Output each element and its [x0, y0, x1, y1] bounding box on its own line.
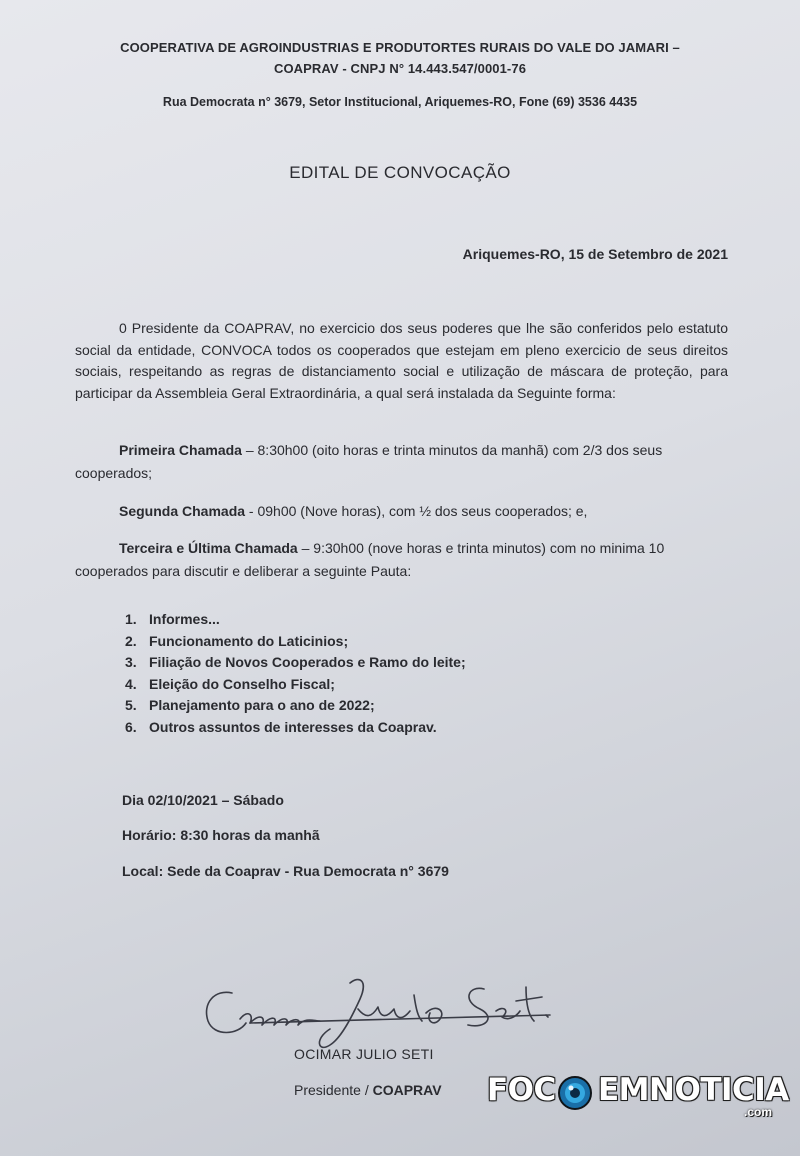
agenda-item: 6. Outros assuntos de interesses da Coaprav. [125, 718, 437, 735]
header-line-1: COOPERATIVA DE AGROINDUSTRIAS E PRODUTORTES RURAIS DO VALE DO JAMARI – [120, 40, 680, 55]
call-first [75, 439, 730, 485]
agenda-item: 2. Funcionamento do Laticinios; [125, 632, 349, 649]
meeting-place: Local: Sede da Coaprav - Rua Democrata n° 3679 [122, 863, 449, 879]
globe-eye-icon [557, 1075, 593, 1111]
header-address: Rua Democrata n° 3679, Setor Institucional, Ariquemes-RO, Fone (69) 3536 4435 [162, 95, 638, 109]
agenda-item: 1. Informes... [125, 611, 220, 627]
call-second [75, 500, 730, 523]
signer-role: Presidente / COAPRAV [294, 1082, 442, 1098]
document-title: EDITAL DE CONVOCAÇÃO [289, 163, 511, 182]
watermark-left: FOC [487, 1072, 556, 1108]
call-first-text: – 8:30h00 (oito horas e trinta minutos da manhã) com 2/3 dos seus cooperados; [75, 442, 663, 481]
intro-paragraph: 0 Presidente da COAPRAV, no exercicio dos seus poderes que lhe são conferidos pelo estatuto social da entidade, CONVOCA todos os cooperados que estejam em pleno exercicio de seus direitos sociais, respeitando as regras de distanciamento social e utilização de máscara de proteção, para participar da Assembleia Geral Extraordinária, a qual será instalada da Seguinte forma: [75, 320, 728, 401]
agenda-item: 4. Eleição do Conselho Fiscal; [125, 675, 335, 692]
header-line-2: COAPRAV - CNPJ N° 14.443.547/0001-76 [273, 61, 527, 76]
agenda-item: 5. Planejamento para o ano de 2022; [125, 697, 375, 714]
call-third-text: – 9:30h00 (nove horas e trinta minutos) com no minima 10 cooperados para discutir e deliberar a seguinte Pauta: [75, 540, 665, 579]
call-second-label: Segunda Chamada [119, 503, 246, 519]
signer-name: OCIMAR JULIO SETI [294, 1046, 434, 1062]
handwritten-signature [190, 965, 560, 1055]
watermark-suffix: .com [743, 1105, 772, 1119]
call-first-label: Primeira Chamada [119, 442, 242, 458]
call-third-label: Terceira e Última Chamada [119, 540, 298, 556]
call-second-text: - 09h00 (Nove horas), com ½ dos seus cooperados; e, [245, 503, 588, 519]
meeting-day: Dia 02/10/2021 – Sábado [122, 792, 284, 808]
watermark-logo [487, 1072, 789, 1122]
document-date: Ariquemes-RO, 15 de Setembro de 2021 [462, 246, 728, 262]
meeting-time: Horário: 8:30 horas da manhã [122, 827, 320, 843]
agenda-item: 3. Filiação de Novos Cooperados e Ramo do leite; [125, 654, 466, 671]
watermark-right: EMNOTICIA [598, 1072, 789, 1108]
call-third [75, 537, 730, 583]
agenda-list [125, 609, 466, 739]
